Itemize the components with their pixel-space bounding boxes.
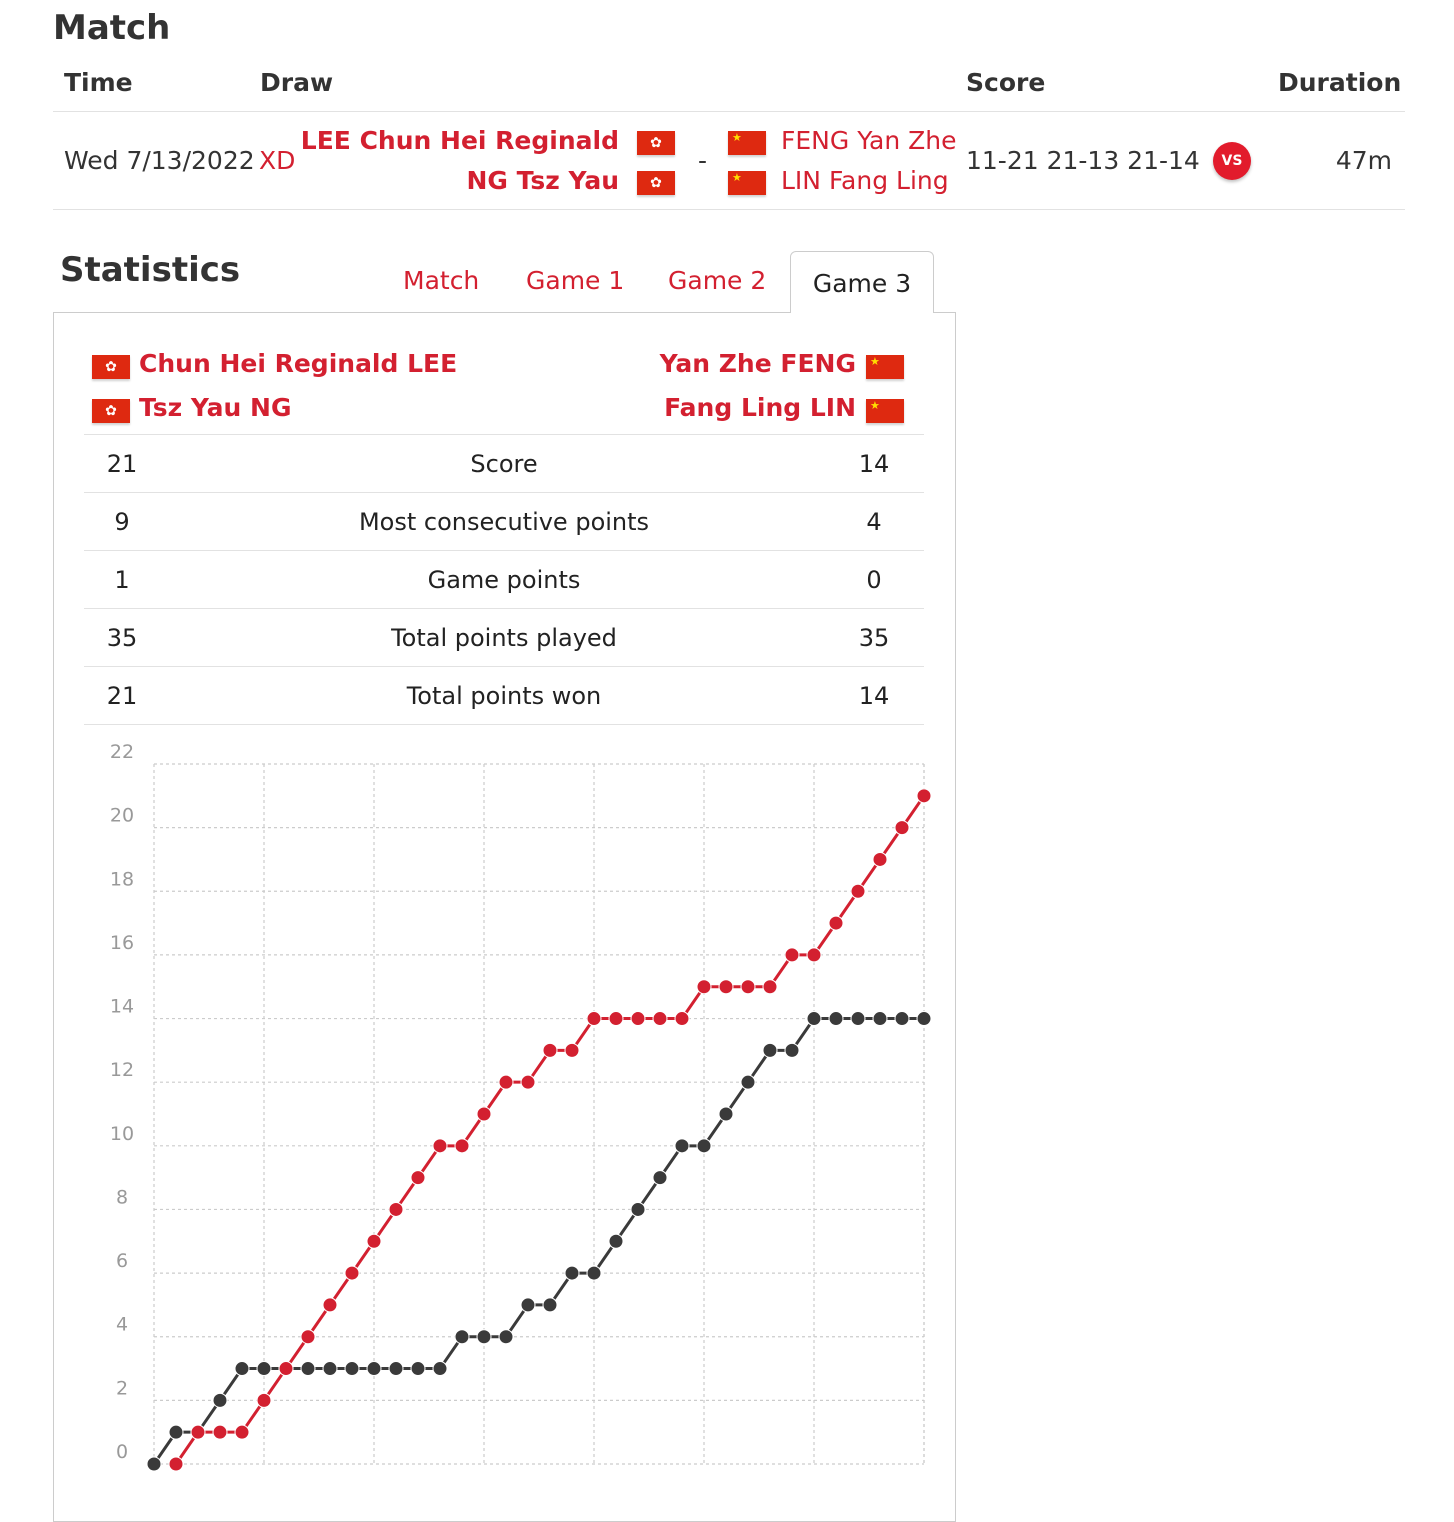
- data-point-team2[interactable]: [433, 1362, 447, 1376]
- y-tick-label: 2: [115, 1377, 129, 1400]
- hong-kong-flag-icon: [637, 131, 675, 155]
- china-flag-icon: [728, 131, 766, 155]
- data-point-team2[interactable]: [389, 1362, 403, 1376]
- data-point-team2[interactable]: [697, 1139, 711, 1153]
- stats-team2-player-1[interactable]: Yan Zhe FENG: [659, 349, 856, 378]
- data-point-team2[interactable]: [675, 1139, 689, 1153]
- data-point-team1[interactable]: [873, 852, 887, 866]
- data-point-team1[interactable]: [367, 1234, 381, 1248]
- stat-label: Total points played: [391, 624, 617, 652]
- vs-badge-icon[interactable]: VS: [1213, 142, 1251, 180]
- china-flag-icon: [866, 399, 904, 423]
- y-tick-label: 8: [115, 1186, 129, 1209]
- y-tick-label: 12: [109, 1059, 135, 1082]
- tab-game-2[interactable]: Game 2: [668, 266, 767, 295]
- stats-team1-player-1[interactable]: Chun Hei Reginald LEE: [139, 349, 458, 378]
- data-point-team1[interactable]: [257, 1393, 271, 1407]
- stat-row-score: [84, 435, 924, 493]
- col-duration-header: Duration: [1278, 68, 1402, 97]
- match-score: 11-21 21-13 21-14: [966, 146, 1200, 175]
- stat-row-total-won: [84, 667, 924, 725]
- data-point-team2[interactable]: [455, 1330, 469, 1344]
- data-point-team2[interactable]: [785, 1043, 799, 1057]
- data-point-team2[interactable]: [895, 1012, 909, 1026]
- stat-right-value: 14: [858, 450, 890, 478]
- event-code[interactable]: XD: [259, 146, 296, 175]
- data-point-team2[interactable]: [147, 1457, 161, 1471]
- data-point-team2[interactable]: [213, 1393, 227, 1407]
- data-point-team2[interactable]: [345, 1362, 359, 1376]
- data-point-team2[interactable]: [807, 1012, 821, 1026]
- data-point-team2[interactable]: [719, 1107, 733, 1121]
- y-tick-label: 10: [109, 1122, 135, 1145]
- data-point-team1[interactable]: [829, 916, 843, 930]
- stat-label: Game points: [427, 566, 581, 594]
- y-tick-label: 18: [109, 868, 135, 891]
- data-point-team2[interactable]: [477, 1330, 491, 1344]
- data-point-team1[interactable]: [565, 1043, 579, 1057]
- stat-right-value: 14: [858, 682, 890, 710]
- header-divider: [53, 111, 1405, 112]
- y-tick-label: 4: [115, 1313, 129, 1336]
- china-flag-icon: [728, 171, 766, 195]
- y-tick-label: 16: [109, 931, 135, 954]
- data-point-team1[interactable]: [895, 821, 909, 835]
- data-point-team2[interactable]: [499, 1330, 513, 1344]
- data-point-team1[interactable]: [521, 1075, 535, 1089]
- data-point-team1[interactable]: [301, 1330, 315, 1344]
- data-point-team1[interactable]: [323, 1298, 337, 1312]
- data-point-team2[interactable]: [609, 1234, 623, 1248]
- statistics-heading: Statistics: [60, 250, 241, 290]
- data-point-team2[interactable]: [301, 1362, 315, 1376]
- data-point-team2[interactable]: [917, 1012, 931, 1026]
- team1-player-2[interactable]: NG Tsz Yau: [466, 166, 619, 195]
- stat-left-value: 1: [114, 566, 130, 594]
- match-time: Wed 7/13/2022: [64, 146, 255, 175]
- stats-divider: [84, 724, 924, 725]
- data-point-team1[interactable]: [609, 1012, 623, 1026]
- stat-row-total-played: [84, 609, 924, 667]
- stats-team2-player-2[interactable]: Fang Ling LIN: [664, 393, 856, 422]
- china-flag-icon: [866, 355, 904, 379]
- stat-label: Total points won: [406, 682, 602, 710]
- teams-separator: -: [698, 146, 708, 175]
- data-point-team2[interactable]: [565, 1266, 579, 1280]
- stat-left-value: 21: [106, 450, 138, 478]
- data-point-team2[interactable]: [741, 1075, 755, 1089]
- data-point-team1[interactable]: [785, 948, 799, 962]
- team2-player-1[interactable]: FENG Yan Zhe: [781, 126, 957, 155]
- y-tick-label: 6: [115, 1250, 129, 1273]
- data-point-team2[interactable]: [829, 1012, 843, 1026]
- data-point-team1[interactable]: [807, 948, 821, 962]
- team2-player-2[interactable]: LIN Fang Ling: [781, 166, 949, 195]
- y-tick-label: 14: [109, 995, 135, 1018]
- stat-right-value: 0: [866, 566, 882, 594]
- stat-right-value: 35: [858, 624, 890, 652]
- stat-left-value: 9: [114, 508, 130, 536]
- hong-kong-flag-icon: [92, 399, 130, 423]
- stat-label: Score: [470, 450, 538, 478]
- data-point-team1[interactable]: [411, 1171, 425, 1185]
- stat-row-consecutive: [84, 493, 924, 551]
- data-point-team1[interactable]: [917, 789, 931, 803]
- hong-kong-flag-icon: [637, 171, 675, 195]
- data-point-team1[interactable]: [631, 1012, 645, 1026]
- data-point-team1[interactable]: [433, 1139, 447, 1153]
- hong-kong-flag-icon: [92, 355, 130, 379]
- data-point-team1[interactable]: [213, 1425, 227, 1439]
- score-progression-chart: [84, 728, 944, 1488]
- y-tick-label: 20: [109, 804, 135, 827]
- data-point-team2[interactable]: [257, 1362, 271, 1376]
- data-point-team1[interactable]: [653, 1012, 667, 1026]
- data-point-team1[interactable]: [741, 980, 755, 994]
- data-point-team2[interactable]: [235, 1362, 249, 1376]
- data-point-team2[interactable]: [631, 1202, 645, 1216]
- data-point-team1[interactable]: [477, 1107, 491, 1121]
- data-point-team1[interactable]: [279, 1362, 293, 1376]
- data-point-team1[interactable]: [389, 1202, 403, 1216]
- stat-left-value: 21: [106, 682, 138, 710]
- data-point-team2[interactable]: [169, 1425, 183, 1439]
- col-draw-header: Draw: [260, 68, 334, 97]
- data-point-team2[interactable]: [367, 1362, 381, 1376]
- row-divider: [53, 209, 1405, 210]
- data-point-team1[interactable]: [697, 980, 711, 994]
- data-point-team1[interactable]: [543, 1043, 557, 1057]
- match-duration: 47m: [1335, 146, 1392, 175]
- stat-left-value: 35: [106, 624, 138, 652]
- data-point-team1[interactable]: [587, 1012, 601, 1026]
- stat-right-value: 4: [866, 508, 882, 536]
- match-heading: Match: [53, 8, 171, 48]
- stats-team1-player-2[interactable]: Tsz Yau NG: [139, 393, 292, 422]
- tab-game-3[interactable]: Game 3: [790, 251, 934, 313]
- data-point-team2[interactable]: [543, 1298, 557, 1312]
- data-point-team1[interactable]: [345, 1266, 359, 1280]
- y-tick-label: 22: [109, 741, 135, 763]
- y-tick-label: 0: [115, 1441, 129, 1463]
- data-point-team1[interactable]: [169, 1457, 183, 1471]
- data-point-team2[interactable]: [873, 1012, 887, 1026]
- stat-row-game-points: [84, 551, 924, 609]
- data-point-team2[interactable]: [851, 1012, 865, 1026]
- col-time-header: Time: [64, 68, 133, 97]
- col-score-header: Score: [966, 68, 1046, 97]
- data-point-team1[interactable]: [191, 1425, 205, 1439]
- data-point-team1[interactable]: [675, 1012, 689, 1026]
- data-point-team2[interactable]: [587, 1266, 601, 1280]
- data-point-team2[interactable]: [323, 1362, 337, 1376]
- stat-label: Most consecutive points: [358, 508, 650, 536]
- data-point-team1[interactable]: [499, 1075, 513, 1089]
- data-point-team1[interactable]: [455, 1139, 469, 1153]
- data-point-team1[interactable]: [235, 1425, 249, 1439]
- data-point-team2[interactable]: [411, 1362, 425, 1376]
- data-point-team2[interactable]: [763, 1043, 777, 1057]
- data-point-team1[interactable]: [763, 980, 777, 994]
- data-point-team1[interactable]: [719, 980, 733, 994]
- data-point-team2[interactable]: [521, 1298, 535, 1312]
- data-point-team2[interactable]: [653, 1171, 667, 1185]
- tab-game-1[interactable]: Game 1: [526, 266, 625, 295]
- tab-match[interactable]: Match: [403, 266, 480, 295]
- team1-player-1[interactable]: LEE Chun Hei Reginald: [300, 126, 619, 155]
- data-point-team1[interactable]: [851, 884, 865, 898]
